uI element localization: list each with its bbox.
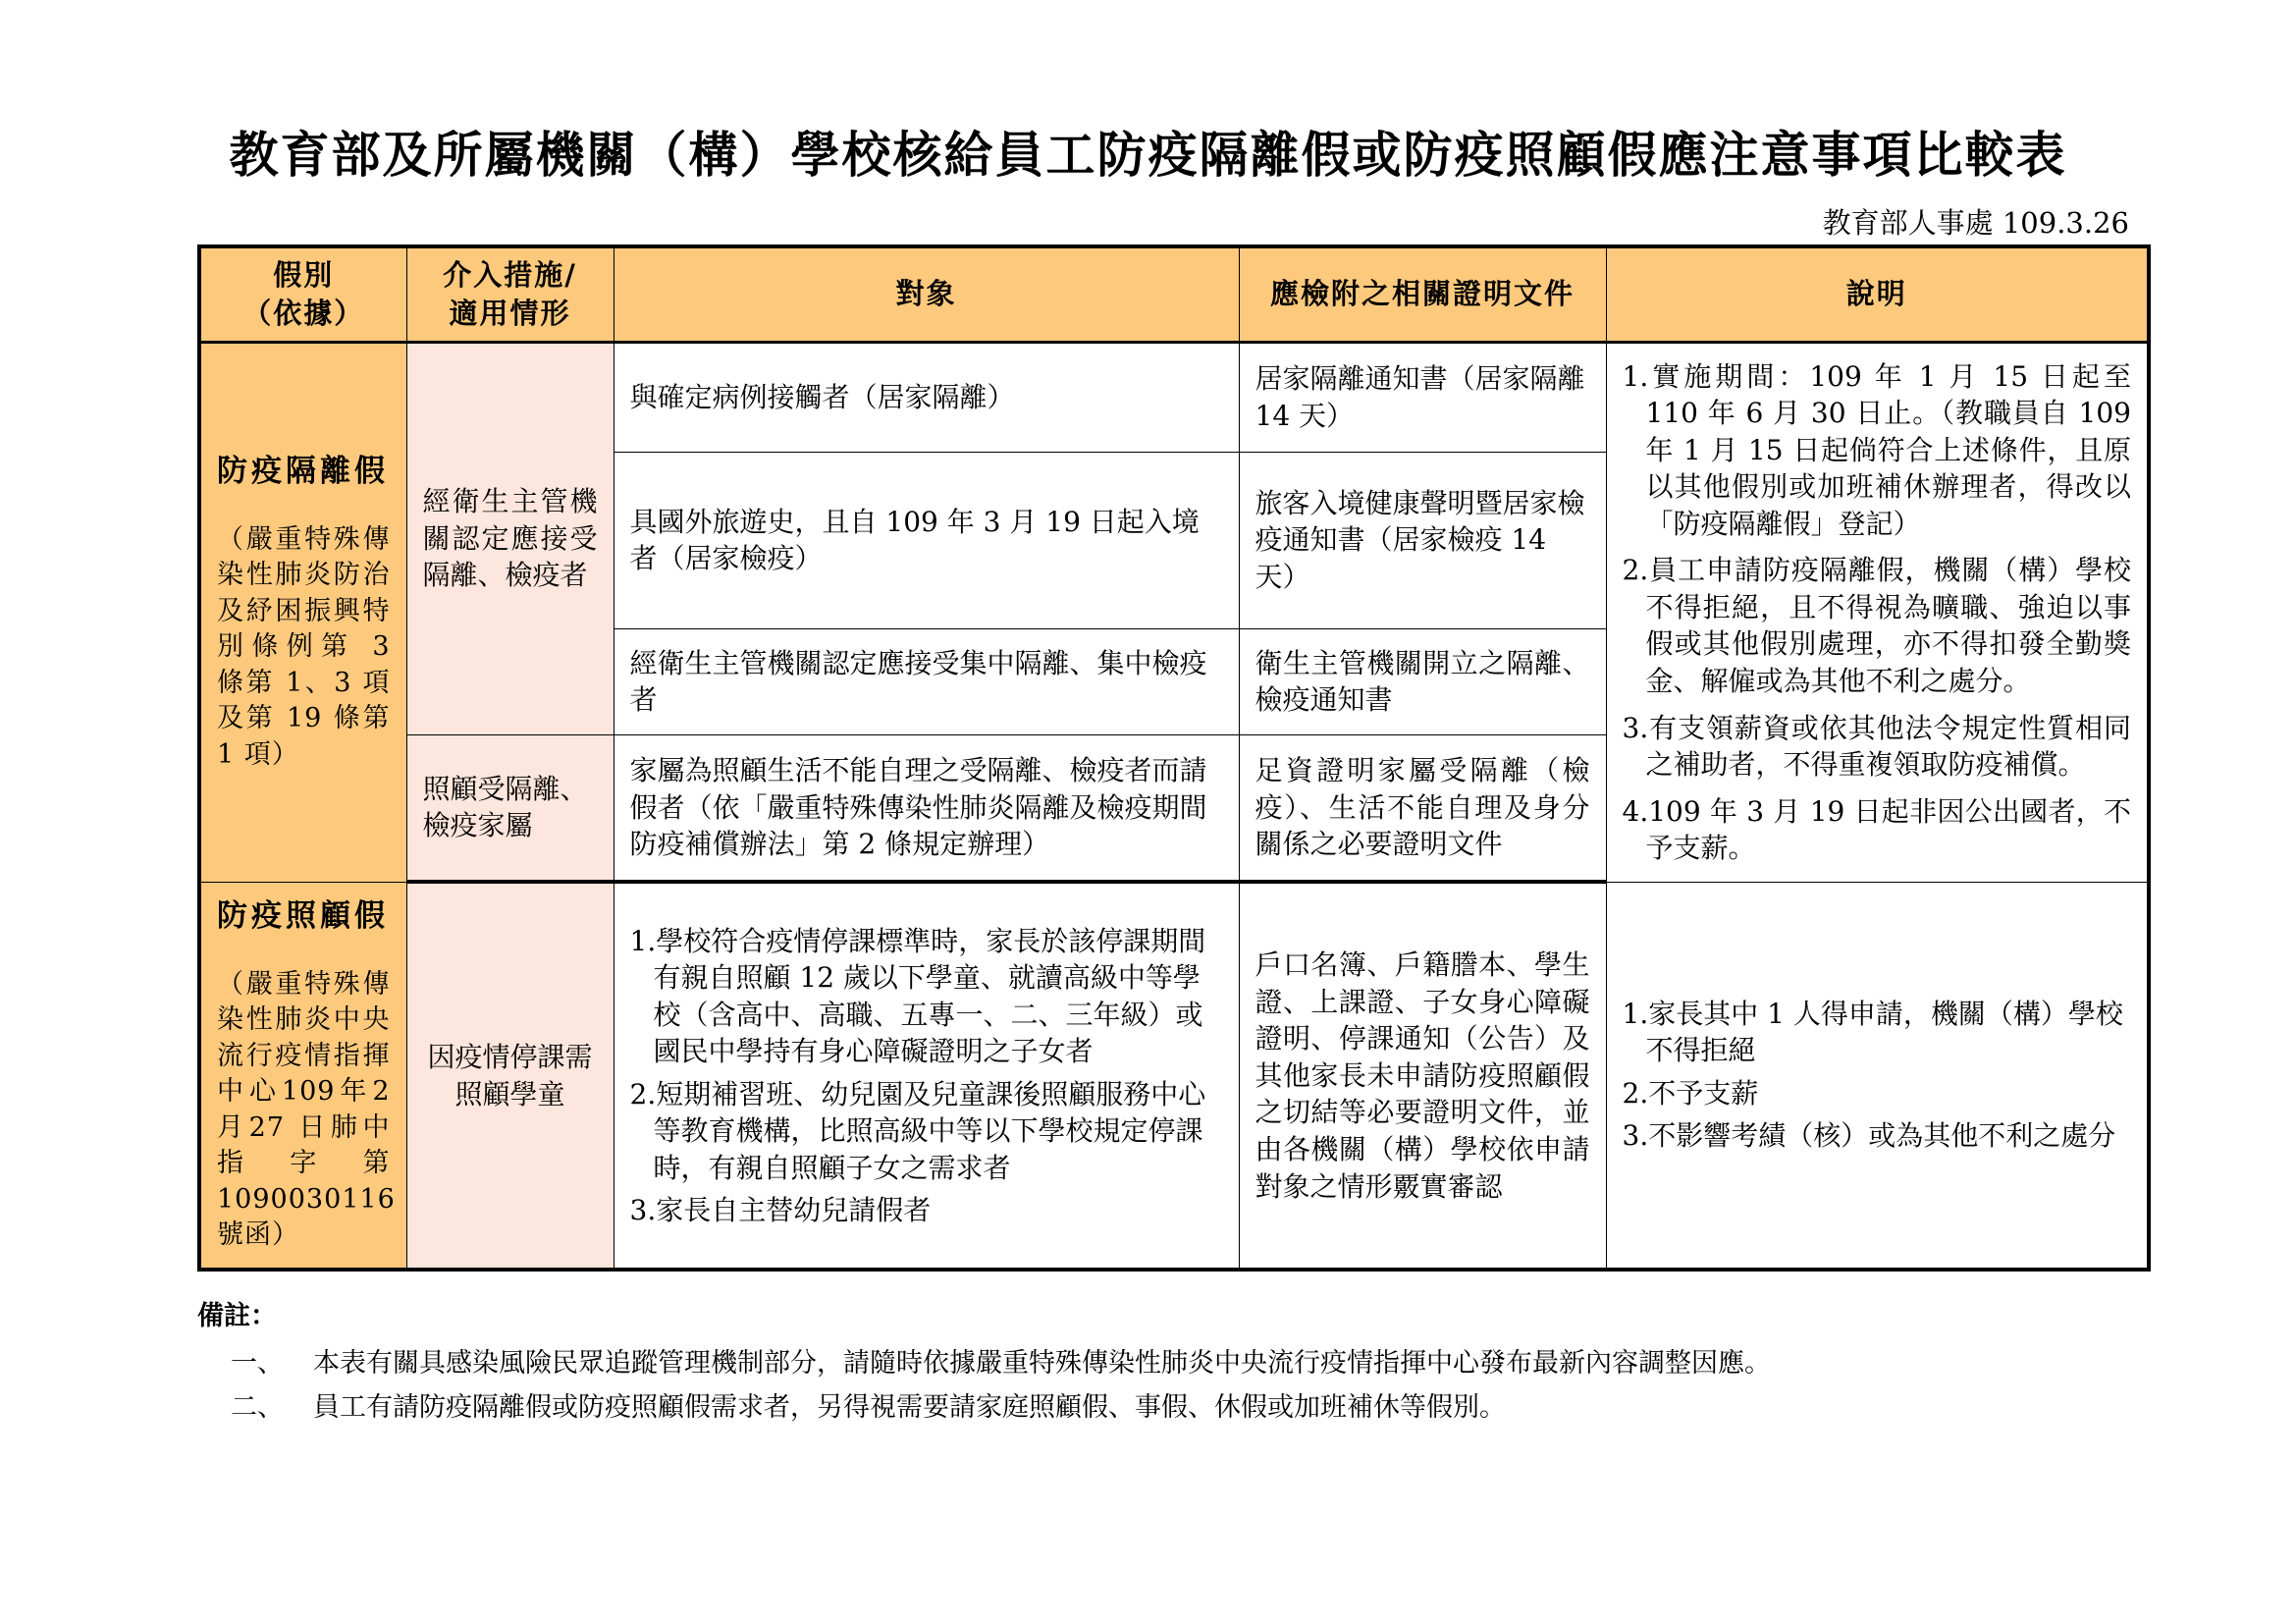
remark-text: 員工有請防疫隔離假或防疫照顧假需求者，另得視需要請家庭照顧假、事假、休假或加班補休等假別。 xyxy=(313,1392,1506,1423)
issuer-date: 教育部人事處 109.3.26 xyxy=(1822,206,2129,240)
care-targets-cell xyxy=(614,882,1239,1270)
quarantine-note-3: 3.有支領薪資或依其他法令規定性質相同之補助者，不得重複領取防疫補償。 xyxy=(1622,711,2131,782)
care-target-1: 1.學校符合疫情停課標準時，家長於該停課期間有親自照顧 12 歲以下學童、就讀高級中等學校（含高中、高職、五專一、二、三年級）或國民中學持有身心障礙證明之子女者 xyxy=(629,924,1206,1068)
quarantine-measure-a: 經衛生主管機關認定應接受隔離、檢疫者 xyxy=(406,342,614,734)
quarantine-docs-1: 居家隔離通知書（居家隔離 14 天） xyxy=(1239,342,1606,452)
table-row xyxy=(199,882,2149,1270)
care-leave-name: 防疫照顧假 xyxy=(217,898,389,935)
care-note-1: 1.家長其中 1 人得申請，機關（構）學校不得拒絕 xyxy=(1622,997,2123,1067)
header-leave-type xyxy=(199,246,406,342)
header-measure xyxy=(406,246,614,342)
quarantine-target-3: 經衛生主管機關認定應接受集中隔離、集中檢疫者 xyxy=(614,628,1239,734)
header-docs: 應檢附之相關證明文件 xyxy=(1239,246,1606,342)
quarantine-leave-name: 防疫隔離假 xyxy=(217,454,389,490)
header-measure-line1: 介入措施/ xyxy=(443,258,577,292)
remark-number: 一、 xyxy=(231,1348,284,1379)
quarantine-note-1: 1.實施期間：109 年 1 月 15 日起至 110 年 6 月 30 日止。（教職員自 109 年 1 月 15 日起倘符合上述條件，且原以其他假別或加班補休辦理者，得改以「防疫隔離假」登記） xyxy=(1622,359,2131,540)
table-header-row xyxy=(199,246,2149,342)
quarantine-note-2: 2.員工申請防疫隔離假，機關（構）學校不得拒絕，且不得視為曠職、強迫以事假或其他假別處理，亦不得扣發全勤獎金、解僱或為其他不利之處分。 xyxy=(1622,554,2131,697)
header-measure-line2: 適用情形 xyxy=(449,296,571,330)
quarantine-notes-cell xyxy=(1606,342,2149,882)
table-row xyxy=(199,342,2149,452)
header-target: 對象 xyxy=(614,246,1239,342)
care-leave-cell xyxy=(199,882,406,1270)
quarantine-docs-4: 足資證明家屬受隔離（檢疫）、生活不能自理及身分關係之必要證明文件 xyxy=(1239,734,1606,882)
header-leave-type-line2: （依據） xyxy=(242,296,365,330)
quarantine-docs-3: 衛生主管機關開立之隔離、檢疫通知書 xyxy=(1239,628,1606,734)
quarantine-docs-2: 旅客入境健康聲明暨居家檢疫通知書（居家檢疫 14 天） xyxy=(1239,452,1606,628)
remark-number: 二、 xyxy=(231,1392,284,1423)
remarks-title: 備註： xyxy=(197,1301,277,1331)
quarantine-target-2: 具國外旅遊史，且自 109 年 3 月 19 日起入境者（居家檢疫） xyxy=(614,452,1239,628)
document-title: 教育部及所屬機關（構）學校核給員工防疫隔離假或防疫照顧假應注意事項比較表 xyxy=(229,126,2067,184)
care-docs: 戶口名簿、戶籍謄本、學生證、上課證、子女身心障礙證明、停課通知（公告）及其他家長未申請防疫照顧假之切結等必要證明文件，並由各機關（構）學校依申請對象之情形覈實審認 xyxy=(1239,882,1606,1270)
quarantine-leave-basis: （嚴重特殊傳染性肺炎防治及紓困振興特別條例第 3 條第 1、3 項及第 19 條第 1 項） xyxy=(217,523,391,770)
care-target-2: 2.短期補習班、幼兒園及兒童課後照顧服務中心等教育機構，比照高級中等以下學校規定停課時，有親自照顧子女之需求者 xyxy=(629,1077,1206,1184)
remark-item-2 xyxy=(231,1385,1506,1424)
care-notes-cell xyxy=(1606,882,2149,1270)
quarantine-measure-b: 照顧受隔離、檢疫家屬 xyxy=(406,734,614,882)
care-leave-basis: （嚴重特殊傳染性肺炎中央流行疫情指揮中心109年2月27 日肺中指字第 1090030116 號函） xyxy=(217,968,396,1251)
comparison-table xyxy=(197,244,2151,1272)
quarantine-target-4: 家屬為照顧生活不能自理之受隔離、檢疫者而請假者（依「嚴重特殊傳染性肺炎隔離及檢疫期間防疫補償辦法」第 2 條規定辦理） xyxy=(614,734,1239,882)
care-target-3: 3.家長自主替幼兒請假者 xyxy=(629,1194,932,1227)
header-leave-type-line1: 假別 xyxy=(273,258,335,292)
care-measure: 因疫情停課需照顧學童 xyxy=(406,882,614,1270)
header-note: 說明 xyxy=(1606,246,2149,342)
remark-text: 本表有關具感染風險民眾追蹤管理機制部分，請隨時依據嚴重特殊傳染性肺炎中央流行疫情指揮中心發布最新內容調整因應。 xyxy=(313,1348,1771,1379)
care-note-3: 3.不影響考績（核）或為其他不利之處分 xyxy=(1622,1119,2116,1153)
remark-item-1 xyxy=(231,1341,1771,1380)
care-note-2: 2.不予支薪 xyxy=(1622,1076,1759,1110)
quarantine-leave-cell xyxy=(199,342,406,882)
quarantine-target-1: 與確定病例接觸者（居家隔離） xyxy=(614,342,1239,452)
quarantine-note-4: 4.109 年 3 月 19 日起非因公出國者，不予支薪。 xyxy=(1622,794,2131,865)
